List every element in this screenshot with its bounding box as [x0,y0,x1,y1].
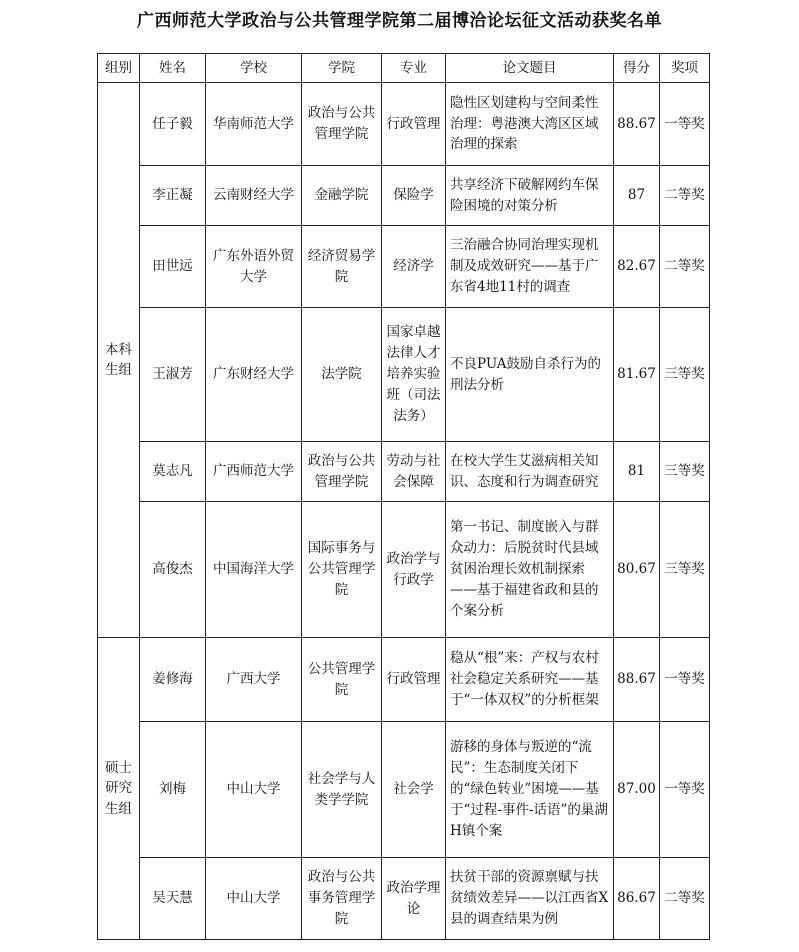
cell-score: 87 [614,166,660,226]
cell-award: 二等奖 [660,858,710,940]
cell-name: 任子毅 [140,83,206,166]
cell-college: 社会学与人类学学院 [302,722,382,858]
cell-topic: 隐性区划建构与空间柔性治理：粤港澳大湾区区域治理的探索 [446,83,614,166]
cell-award: 三等奖 [660,308,710,442]
cell-award: 三等奖 [660,442,710,502]
header-row [98,54,710,83]
cell-major: 劳动与社会保障 [382,442,446,502]
cell-award: 二等奖 [660,166,710,226]
cell-college: 政治与公共管理学院 [302,442,382,502]
cell-college: 金融学院 [302,166,382,226]
cell-score: 88.67 [614,83,660,166]
cell-topic: 共享经济下破解网约车保险困境的对策分析 [446,166,614,226]
cell-topic: 不良PUA鼓励自杀行为的刑法分析 [446,308,614,442]
header-score: 得分 [614,54,660,83]
page-title: 广西师范大学政治与公共管理学院第二届博洽论坛征文活动获奖名单 [137,11,662,31]
cell-school: 中国海洋大学 [206,502,302,638]
cell-name: 刘梅 [140,722,206,858]
cell-score: 81 [614,442,660,502]
cell-award: 三等奖 [660,502,710,638]
cell-major: 国家卓越法律人才培养实验班（司法法务） [382,308,446,442]
header-group: 组别 [98,54,140,83]
table-row [98,308,710,442]
cell-score: 80.67 [614,502,660,638]
cell-name: 姜修海 [140,638,206,722]
header-school: 学校 [206,54,302,83]
header-name: 姓名 [140,54,206,83]
cell-college: 法学院 [302,308,382,442]
table-row [98,166,710,226]
cell-major: 行政管理 [382,83,446,166]
cell-major: 经济学 [382,226,446,308]
cell-name: 田世远 [140,226,206,308]
table-row [98,722,710,858]
cell-college: 公共管理学院 [302,638,382,722]
cell-school: 中山大学 [206,858,302,940]
cell-school: 广西师范大学 [206,442,302,502]
cell-score: 81.67 [614,308,660,442]
cell-name: 李正凝 [140,166,206,226]
cell-award: 二等奖 [660,226,710,308]
header-major: 专业 [382,54,446,83]
table-row [98,858,710,940]
cell-school: 华南师范大学 [206,83,302,166]
cell-major: 保险学 [382,166,446,226]
cell-award: 一等奖 [660,722,710,858]
cell-topic: 第一书记、制度嵌入与群众动力：后脱贫时代县域贫困治理长效机制探索——基于福建省政和县的个案分析 [446,502,614,638]
cell-college: 经济贸易学院 [302,226,382,308]
group-master: 硕士研究生组 [98,638,140,940]
cell-name: 莫志凡 [140,442,206,502]
cell-score: 86.67 [614,858,660,940]
header-award: 奖项 [660,54,710,83]
cell-name: 王淑芳 [140,308,206,442]
header-topic: 论文题目 [446,54,614,83]
cell-topic: 三治融合协同治理实现机制及成效研究——基于广东省4地11村的调查 [446,226,614,308]
awards-table [97,53,710,940]
table-row [98,638,710,722]
cell-topic: 游移的身体与叛逆的“流民”：生态制度关闭下的“绿色转业”困境——基于“过程-事件-话语”的巢湖H镇个案 [446,722,614,858]
cell-school: 广西大学 [206,638,302,722]
cell-topic: 在校大学生艾滋病相关知识、态度和行为调查研究 [446,442,614,502]
cell-topic: 扶贫干部的资源禀赋与扶贫绩效差异——以江西省X县的调查结果为例 [446,858,614,940]
table-row [98,502,710,638]
cell-score: 88.67 [614,638,660,722]
cell-score: 87.00 [614,722,660,858]
cell-name: 高俊杰 [140,502,206,638]
table-row [98,226,710,308]
cell-major: 政治学与行政学 [382,502,446,638]
cell-school: 广东外语外贸大学 [206,226,302,308]
cell-college: 政治与公共管理学院 [302,83,382,166]
cell-school: 中山大学 [206,722,302,858]
cell-college: 政治与公共事务管理学院 [302,858,382,940]
cell-score: 82.67 [614,226,660,308]
cell-major: 政治学理论 [382,858,446,940]
cell-topic: 稳从“根”来：产权与农村社会稳定关系研究——基于“一体双权”的分析框架 [446,638,614,722]
cell-school: 广东财经大学 [206,308,302,442]
cell-major: 社会学 [382,722,446,858]
group-undergraduate: 本科生组 [98,83,140,638]
cell-college: 国际事务与公共管理学院 [302,502,382,638]
cell-major: 行政管理 [382,638,446,722]
cell-award: 一等奖 [660,638,710,722]
header-college: 学院 [302,54,382,83]
table-row [98,442,710,502]
table-row [98,83,710,166]
cell-name: 吴天慧 [140,858,206,940]
cell-school: 云南财经大学 [206,166,302,226]
cell-award: 一等奖 [660,83,710,166]
